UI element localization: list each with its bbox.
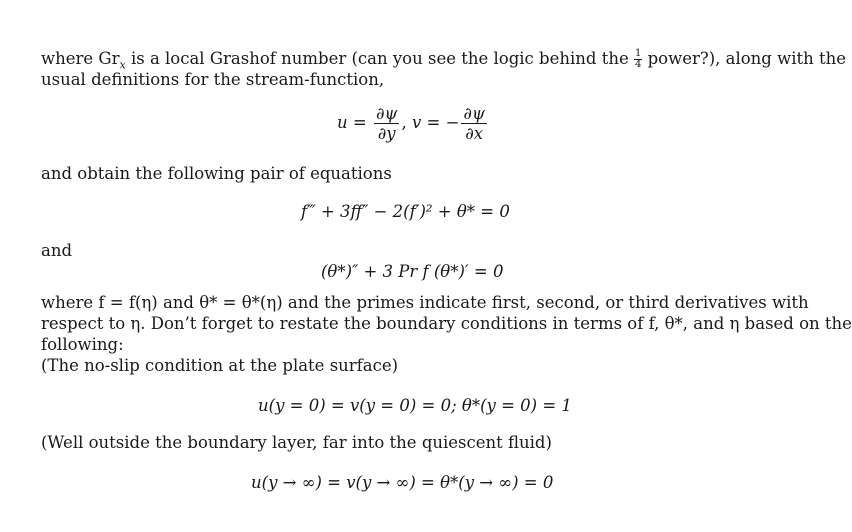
fraction-dpsi-dy [374, 104, 399, 143]
equation-stream-function [337, 104, 489, 143]
paragraph-primes-line2: respect to η. Don’t forget to restate the boundary conditions in terms of f, θ*, and η based on the [41, 314, 852, 333]
paragraph-quiescent-fluid: (Well outside the boundary layer, far into the quiescent fluid) [41, 433, 552, 452]
eq-separator: , [401, 113, 407, 132]
paragraph-obtain-equations: and obtain the following pair of equations [41, 164, 392, 183]
equation-energy: (θ*)″ + 3 Pr f (θ*)′ = 0 [321, 262, 504, 281]
paragraph-grashof-line2: usual definitions for the stream-function, [41, 70, 385, 89]
paragraph-primes-line3: following: [41, 335, 124, 354]
fraction-numerator: 1 [634, 48, 642, 59]
equation-boundary-infinity: u(y → ∞) = v(y → ∞) = θ*(y → ∞) = 0 [251, 473, 554, 492]
fraction-dpsi-dx [461, 104, 486, 143]
text-and: and [41, 241, 73, 260]
denominator-dx: ∂x [465, 124, 484, 143]
subscript-x: x [119, 58, 126, 72]
eq-v-lhs: v = − [411, 113, 460, 132]
equation-momentum: f‴ + 3ff″ − 2(f′)² + θ* = 0 [301, 202, 510, 221]
eq-u-lhs: u = [337, 113, 367, 132]
numerator-dpsi: ∂ψ [375, 104, 398, 123]
text-power-along: power?), along with the [642, 49, 847, 68]
equation-boundary-plate: u(y = 0) = v(y = 0) = 0; θ*(y = 0) = 1 [258, 396, 572, 415]
denominator-dy: ∂y [377, 124, 396, 143]
paragraph-no-slip: (The no-slip condition at the plate surface) [41, 356, 399, 375]
paragraph-primes-line1: where f = f(η) and θ* = θ*(η) and the primes indicate first, second, or third derivatives with [41, 293, 809, 312]
fraction-denominator: 4 [634, 59, 642, 70]
text-grashof-desc: is a local Grashof number (can you see the logic behind the [125, 49, 634, 68]
numerator-dpsi-x: ∂ψ [463, 104, 485, 123]
text-where-gr: where Gr [41, 49, 120, 68]
